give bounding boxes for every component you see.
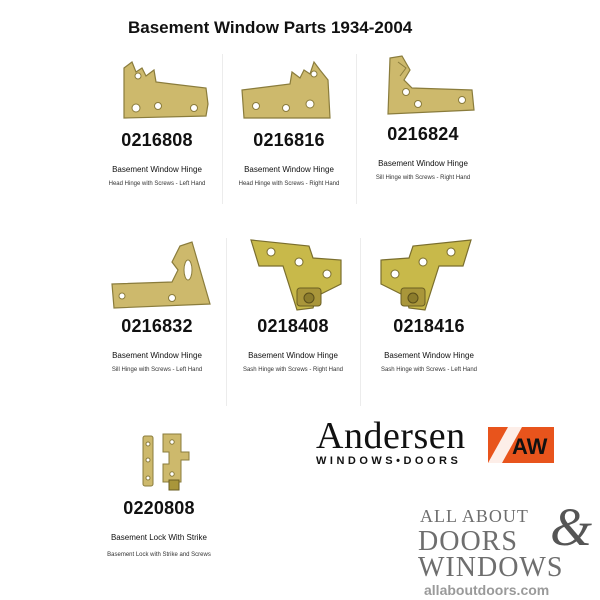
sill-hinge-left-icon — [92, 240, 222, 314]
product-sku[interactable]: 0216832 — [121, 316, 193, 336]
product-desc: Sash Hinge with Screws - Left Hand — [380, 367, 478, 373]
basement-lock-icon — [94, 430, 224, 496]
product-name: Basement Window Hinge — [248, 351, 338, 360]
product-card[interactable] — [358, 52, 488, 182]
andersen-logo — [316, 415, 556, 467]
product-name: Basement Window Hinge — [244, 165, 334, 174]
sash-hinge-left-icon — [364, 236, 494, 314]
product-desc: Head Hinge with Screws - Right Hand — [238, 181, 340, 187]
sill-hinge-right-icon — [358, 52, 488, 122]
product-card[interactable] — [224, 58, 354, 188]
product-name: Basement Window Hinge — [112, 351, 202, 360]
product-name: Basement Window Hinge — [378, 159, 468, 168]
product-card[interactable] — [364, 236, 494, 374]
product-desc: Basement Lock with Strike and Screws — [107, 552, 211, 558]
andersen-tagline: WINDOWS•DOORS — [316, 455, 462, 467]
product-sku[interactable]: 0216824 — [387, 124, 459, 144]
product-sku[interactable]: 0218416 — [393, 316, 465, 336]
divider — [222, 54, 223, 204]
divider — [356, 54, 357, 204]
product-card[interactable] — [228, 236, 358, 374]
product-name: Basement Window Hinge — [112, 165, 202, 174]
aw-mark: AW — [512, 434, 548, 459]
product-desc: Head Hinge with Screws - Left Hand — [108, 181, 206, 187]
ampersand: & — [550, 497, 593, 557]
aad-url[interactable]: allaboutdoors.com — [424, 582, 550, 598]
product-sku[interactable]: 0218408 — [257, 316, 329, 336]
product-desc: Sill Hinge with Screws - Right Hand — [375, 175, 471, 181]
divider — [226, 238, 227, 406]
divider — [360, 238, 361, 406]
andersen-wordmark: Andersen — [316, 415, 466, 457]
allaboutdoors-logo — [418, 497, 598, 600]
head-hinge-right-icon — [224, 58, 354, 128]
aw-logo-icon — [488, 427, 554, 463]
page-title: Basement Window Parts 1934-2004 — [128, 18, 413, 37]
product-card[interactable] — [94, 430, 224, 559]
product-sku[interactable]: 0216816 — [253, 130, 325, 150]
sash-hinge-right-icon — [228, 236, 358, 314]
product-name: Basement Window Hinge — [384, 351, 474, 360]
aad-line1: ALL ABOUT — [420, 506, 529, 526]
head-hinge-left-icon — [92, 58, 222, 128]
product-sku[interactable]: 0220808 — [123, 498, 195, 518]
product-sku[interactable]: 0216808 — [121, 130, 193, 150]
aad-line2: DOORS — [418, 526, 518, 557]
product-card[interactable] — [92, 240, 222, 374]
product-name: Basement Lock With Strike — [110, 533, 208, 542]
aad-line3: WINDOWS — [418, 552, 564, 583]
product-card[interactable] — [92, 58, 222, 188]
product-desc: Sash Hinge with Screws - Right Hand — [242, 367, 344, 373]
product-desc: Sill Hinge with Screws - Left Hand — [111, 367, 203, 373]
